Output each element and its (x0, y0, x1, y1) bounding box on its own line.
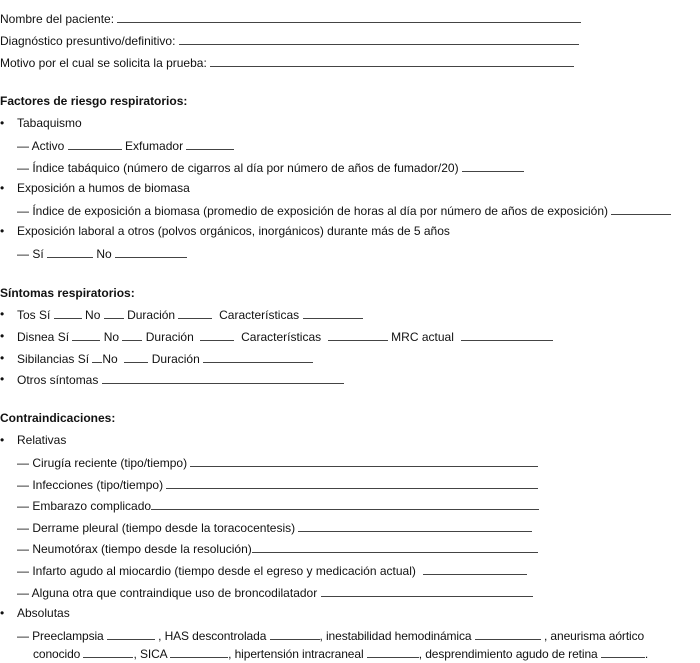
effusion-label: — Derrame pleural (tiempo desde la toracocentesis) (17, 521, 296, 535)
diagnosis-label: Diagnóstico presuntivo/definitivo: (0, 34, 176, 48)
smoking-index-label: — Índice tabáquico (número de cigarros al día por número de años de fumador/20) (17, 161, 459, 175)
biomass-index-row (17, 203, 671, 217)
contra-heading: Contraindicaciones: (0, 411, 116, 425)
pregnancy-field[interactable] (151, 498, 539, 510)
wheezing-yes-field[interactable] (92, 351, 102, 363)
bullet: • (0, 372, 5, 386)
cough-characteristics-field[interactable] (303, 307, 363, 319)
dyspnea-duration-label: Duración (145, 330, 194, 344)
smoking-status-row (17, 138, 234, 152)
surgery-row (17, 455, 538, 469)
other-bd-row (17, 585, 533, 599)
wheezing-no-label: No (102, 352, 118, 366)
diagnosis-field[interactable] (179, 33, 579, 45)
hemo-field[interactable] (475, 628, 541, 640)
bullet: • (0, 433, 5, 447)
biomass-index-label: — Índice de exposición a biomasa (promedio de exposición de horas al día por número de años de exposición) (17, 204, 609, 218)
mrc-label: MRC actual (391, 330, 454, 344)
dyspnea-duration-field[interactable] (200, 329, 234, 341)
known-label: conocido (33, 647, 81, 661)
yes-field[interactable] (47, 246, 93, 258)
other-symptoms-field[interactable] (102, 372, 344, 384)
active-field[interactable] (68, 138, 122, 150)
occupational-answer-row (17, 246, 187, 260)
cough-duration-label: Duración (127, 308, 176, 322)
wheezing-label: Sibilancias Sí (17, 352, 90, 366)
smoking-row (0, 116, 700, 130)
sica-label: , SICA (133, 647, 167, 661)
bullet: • (0, 224, 5, 238)
bullet: • (0, 116, 5, 130)
infarction-row (17, 563, 527, 577)
effusion-field[interactable] (298, 520, 532, 532)
dyspnea-label: Disnea Sí (17, 330, 70, 344)
preeclampsia-label: — Preeclampsia (17, 629, 104, 643)
other-symptoms-row (0, 372, 700, 386)
dyspnea-no-field[interactable] (122, 329, 142, 341)
patient-name-field[interactable] (117, 11, 581, 23)
aneurysm-label: , aneurisma aórtico (543, 629, 645, 643)
effusion-row (17, 520, 532, 534)
retina-label: , desprendimiento agudo de retina (418, 647, 598, 661)
bullet: • (0, 606, 5, 620)
patient-name-label: Nombre del paciente: (0, 12, 115, 26)
absolute-line-2 (33, 646, 648, 660)
has-field[interactable] (270, 628, 320, 640)
surgery-label: — Cirugía reciente (tipo/tiempo) (17, 456, 188, 470)
cough-no-field[interactable] (104, 307, 124, 319)
bullet: • (0, 181, 5, 195)
absolute-label: Absolutas (17, 606, 70, 620)
dyspnea-no-label: No (103, 330, 120, 344)
pregnancy-label: — Embarazo complicado (17, 499, 152, 513)
smoking-index-field[interactable] (462, 160, 524, 172)
preeclampsia-field[interactable] (107, 628, 155, 640)
risk-heading: Factores de riesgo respiratorios: (0, 94, 188, 108)
infections-field[interactable] (166, 477, 538, 489)
dyspnea-characteristics-label: Características (241, 330, 322, 344)
pregnancy-row (17, 498, 539, 512)
diagnosis-row (0, 33, 579, 47)
relative-label: Relativas (17, 433, 67, 447)
occupational-row (0, 224, 700, 238)
wheezing-no-field[interactable] (124, 351, 148, 363)
retina-field[interactable] (601, 646, 645, 658)
cough-characteristics-label: Características (219, 308, 300, 322)
biomass-row (0, 181, 700, 195)
cough-label: Tos Sí (17, 308, 51, 322)
sica-field[interactable] (170, 646, 228, 658)
has-label: , HAS descontrolada (158, 629, 267, 643)
smoking-index-row (17, 160, 524, 174)
known-field[interactable] (83, 646, 133, 658)
end-period: . (644, 647, 649, 661)
biomass-index-field[interactable] (611, 203, 671, 215)
cough-no-label: No (85, 308, 101, 322)
pneumothorax-row (17, 541, 538, 555)
dyspnea-yes-field[interactable] (72, 329, 100, 341)
dyspnea-characteristics-field[interactable] (328, 329, 388, 341)
pneumothorax-label: — Neumotórax (tiempo desde la resolución) (17, 542, 252, 556)
wheezing-duration-label: Duración (151, 352, 200, 366)
yes-label: — Sí (17, 247, 44, 261)
no-field[interactable] (115, 246, 187, 258)
cough-duration-field[interactable] (178, 307, 212, 319)
bullet: • (0, 307, 5, 321)
bullet: • (0, 329, 5, 343)
infarction-field[interactable] (423, 563, 527, 575)
former-field[interactable] (186, 138, 234, 150)
other-bd-field[interactable] (321, 585, 533, 597)
hic-label: , hipertensión intracraneal (228, 647, 364, 661)
cough-row (0, 307, 700, 321)
patient-name-row (0, 11, 581, 25)
infarction-label: — Infarto agudo al miocardio (tiempo desde el egreso y medicación actual) (17, 564, 416, 578)
bullet: • (0, 351, 5, 365)
hemo-label: , inestabilidad hemodinámica (319, 629, 472, 643)
active-label: — Activo (17, 139, 65, 153)
other-bd-label: — Alguna otra que contraindique uso de broncodilatador (17, 586, 318, 600)
no-label: No (96, 247, 112, 261)
absolute-row (0, 606, 700, 620)
absolute-line-1 (17, 628, 644, 642)
relative-row (0, 433, 700, 447)
biomass-label: Exposición a humos de biomasa (17, 181, 190, 195)
reason-label: Motivo por el cual se solicita la prueba: (0, 56, 207, 70)
hic-field[interactable] (367, 646, 419, 658)
infections-row (17, 477, 538, 491)
former-label: Exfumador (125, 139, 184, 153)
smoking-label: Tabaquismo (17, 116, 82, 130)
surgery-field[interactable] (190, 455, 538, 467)
symptoms-heading: Síntomas respiratorios: (0, 286, 135, 300)
reason-row (0, 55, 574, 69)
infections-label: — Infecciones (tipo/tiempo) (17, 478, 164, 492)
pneumothorax-field[interactable] (252, 541, 538, 553)
cough-yes-field[interactable] (54, 307, 82, 319)
dyspnea-row (0, 329, 700, 343)
other-symptoms-label: Otros síntomas (17, 373, 99, 387)
reason-field[interactable] (210, 55, 574, 67)
mrc-field[interactable] (461, 329, 553, 341)
wheezing-row (0, 351, 700, 365)
occupational-label: Exposición laboral a otros (polvos orgánicos, inorgánicos) durante más de 5 años (17, 224, 450, 238)
wheezing-duration-field[interactable] (203, 351, 313, 363)
